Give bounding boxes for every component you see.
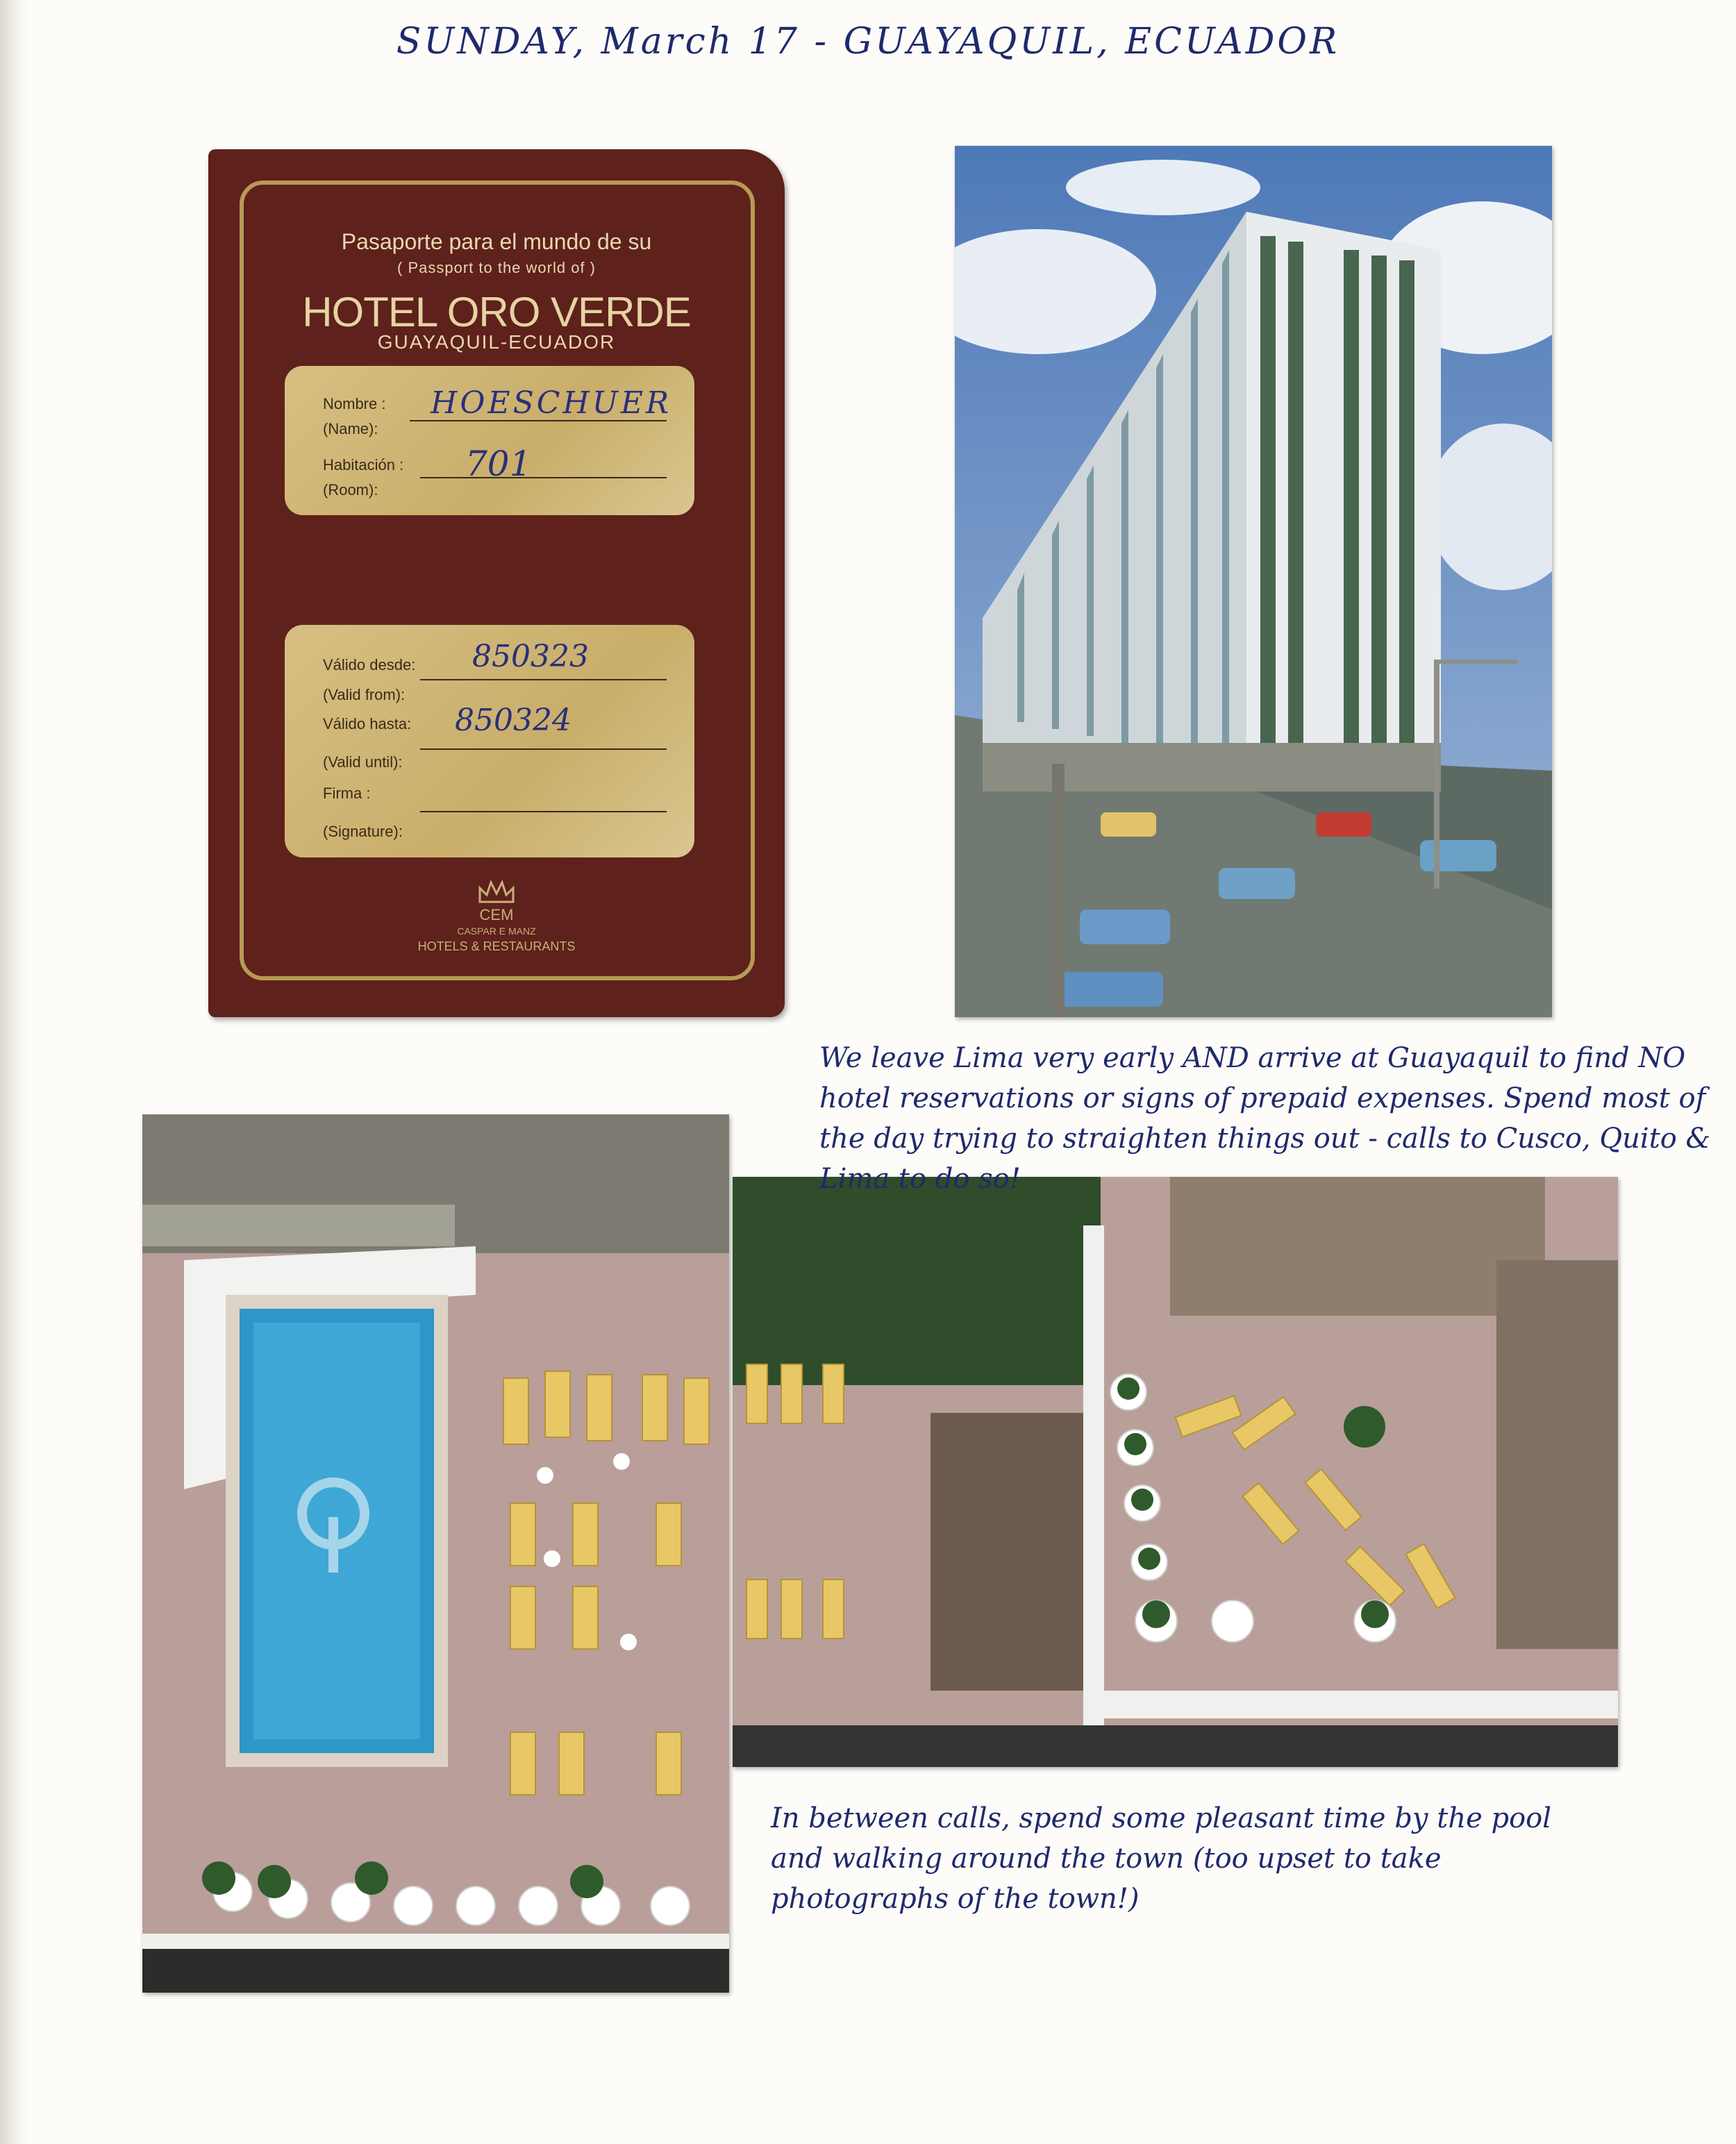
- name-label-en: (Name):: [323, 420, 378, 437]
- hotel-passport-card: [208, 149, 785, 1017]
- hotel-building-illustration: [955, 146, 1552, 1017]
- room-label-en: (Room):: [323, 481, 378, 499]
- pool-photo-right: [733, 1177, 1618, 1767]
- name-label: Nombre :: [323, 395, 386, 412]
- room-value: 701: [465, 444, 532, 484]
- valid-from-value: 850323: [472, 639, 589, 674]
- logo-text: CEM: [479, 906, 514, 923]
- pool-photo-left: [142, 1114, 729, 1993]
- hotel-postcard-photo: [955, 146, 1552, 1017]
- valid-until-label: Válido hasta:: [323, 715, 412, 732]
- page-title: SUNDAY, March 17 - GUAYAQUIL, ECUADOR: [396, 21, 1340, 62]
- valid-until-line: [420, 748, 667, 750]
- room-line: [420, 477, 667, 478]
- journal-note-1: We leave Lima very early AND arrive at Guayaquil to find NO hotel reservations or signs of prepaid expenses. Spend most of the day trying to straighten things out - calls to Cusco, Quito & Lima to do so!: [819, 1042, 1711, 1195]
- name-value: HOESCHUER: [431, 385, 672, 421]
- crown-logo-icon: [476, 878, 517, 906]
- signature-line: [420, 811, 667, 812]
- journal-note-2: In between calls, spend some pleasant time by the pool and walking around the town (too upset to take photographs of the town!): [771, 1802, 1552, 1915]
- valid-until-label-en: (Valid until):: [323, 753, 403, 771]
- logo-subtitle-2: HOTELS & RESTAURANTS: [417, 939, 576, 953]
- passport-tagline: Pasaporte para el mundo de su: [341, 229, 652, 254]
- valid-from-line: [420, 679, 667, 680]
- passport-hotel-name: HOTEL ORO VERDE: [302, 289, 691, 335]
- logo-subtitle: CASPAR E MANZ: [457, 926, 536, 937]
- valid-from-label-en: (Valid from):: [323, 686, 406, 703]
- passport-tagline-en: ( Passport to the world of ): [397, 259, 596, 276]
- pool-deck-illustration: [142, 1114, 729, 1993]
- valid-until-value: 850324: [455, 703, 571, 738]
- signature-label: Firma :: [323, 785, 371, 802]
- room-label: Habitación :: [323, 456, 404, 474]
- passport-validity-box: [285, 625, 694, 857]
- passport-guest-box: [285, 366, 694, 515]
- passport-location: GUAYAQUIL-ECUADOR: [377, 331, 616, 353]
- terrace-illustration: [733, 1177, 1618, 1767]
- signature-label-en: (Signature):: [323, 823, 403, 840]
- album-binding: [0, 0, 28, 2144]
- valid-from-label: Válido desde:: [323, 656, 416, 673]
